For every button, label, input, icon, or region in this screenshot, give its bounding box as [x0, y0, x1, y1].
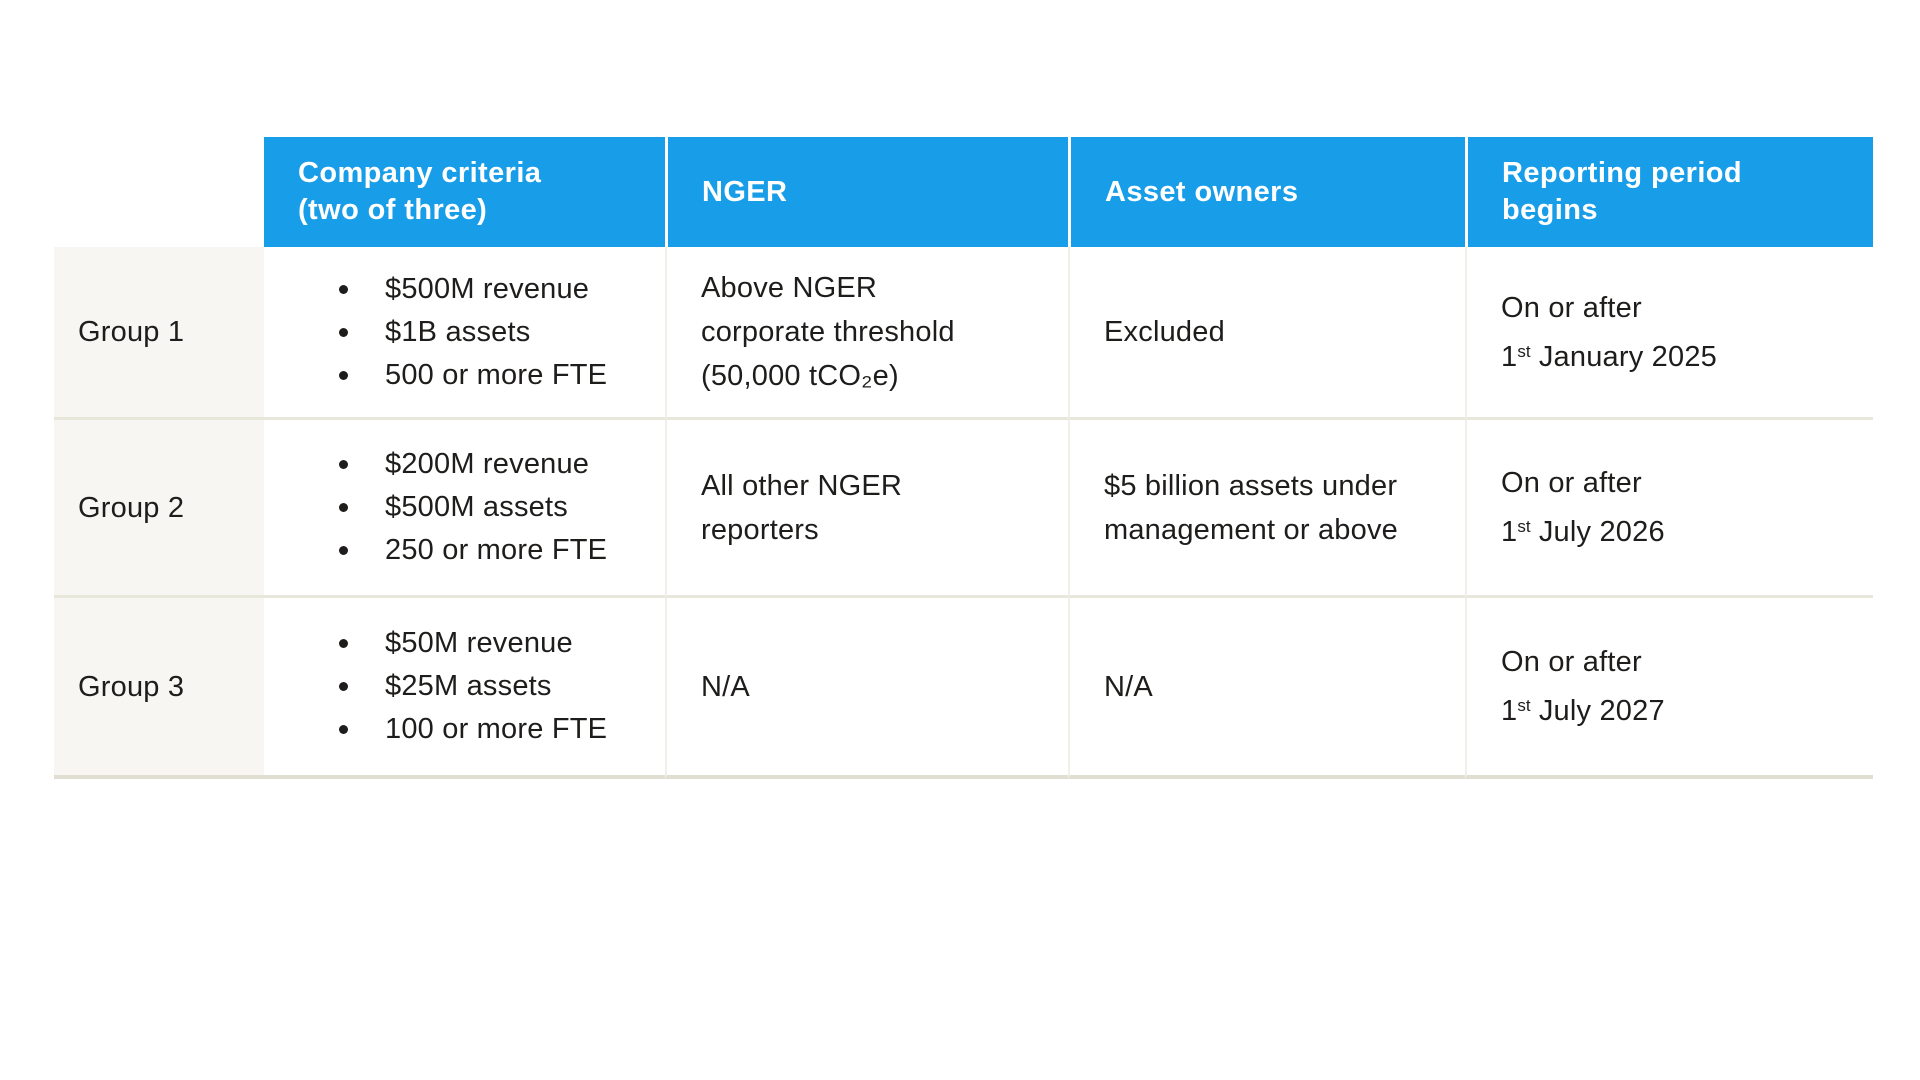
nger-text-line: All other NGER	[701, 469, 903, 502]
bullet-item: $500M assets	[339, 486, 645, 529]
bullet-item: $200M revenue	[339, 443, 645, 486]
group-1-asset-owners-cell	[1068, 247, 1465, 420]
asset-owners-text-line: $5 billion assets under	[1104, 469, 1398, 502]
asset-owners-text-line: N/A	[1104, 670, 1153, 703]
group-3-criteria-list	[339, 622, 645, 751]
group-1-label: Group 1	[78, 316, 185, 348]
group-2-criteria-list	[339, 443, 645, 572]
bullet-item: 500 or more FTE	[339, 354, 645, 397]
group-3-reporting-cell	[1465, 598, 1873, 779]
row-label-group-3	[54, 598, 264, 779]
reporting-text-line2	[1501, 330, 1853, 379]
bullet-item: $500M revenue	[339, 268, 645, 311]
reporting-date: July 2027	[1530, 695, 1665, 727]
reporting-groups-table	[54, 137, 1873, 779]
group-2-reporting-cell	[1465, 420, 1873, 598]
reporting-text-line2	[1501, 505, 1853, 554]
header-reporting-line1: Reporting period	[1502, 157, 1742, 189]
header-company-criteria-line2: (two of three)	[298, 194, 488, 226]
group-3-asset-owners-cell	[1068, 598, 1465, 779]
nger-text-line: (50,000 tCO₂e)	[701, 360, 899, 392]
reporting-text-line1: On or after	[1501, 646, 1642, 678]
header-cell-company-criteria	[264, 137, 665, 247]
reporting-ordinal: st	[1517, 696, 1531, 715]
group-1-criteria-cell	[264, 247, 665, 420]
header-company-criteria-line1: Company criteria	[298, 157, 542, 189]
header-cell-empty	[54, 137, 264, 247]
header-nger-label: NGER	[702, 175, 788, 208]
header-asset-owners-label: Asset owners	[1105, 175, 1299, 208]
bullet-item: $50M revenue	[339, 622, 645, 665]
header-cell-asset-owners	[1068, 137, 1465, 247]
header-reporting-line2: begins	[1502, 194, 1598, 226]
group-3-criteria-cell	[264, 598, 665, 779]
bullet-item: 100 or more FTE	[339, 708, 645, 751]
group-1-reporting-cell	[1465, 247, 1873, 420]
group-2-label: Group 2	[78, 491, 185, 524]
nger-text-line: Above NGER	[701, 272, 878, 304]
row-label-group-2	[54, 420, 264, 598]
reporting-date: July 2026	[1530, 516, 1665, 548]
reporting-text-line1: On or after	[1501, 467, 1642, 499]
reporting-day: 1	[1501, 340, 1518, 373]
header-cell-reporting-period	[1465, 137, 1873, 247]
nger-text-line: reporters	[701, 513, 819, 546]
group-2-asset-owners-cell	[1068, 420, 1465, 598]
header-cell-nger	[665, 137, 1068, 247]
bullet-item: $25M assets	[339, 665, 645, 708]
group-1-criteria-list	[339, 268, 645, 397]
reporting-day: 1	[1501, 695, 1518, 727]
row-label-group-1	[54, 247, 264, 420]
group-2-nger-cell	[665, 420, 1068, 598]
reporting-text-line2	[1501, 684, 1853, 733]
reporting-text-line1: On or after	[1501, 291, 1642, 324]
reporting-date: January 2025	[1530, 340, 1717, 373]
nger-text-line: corporate threshold	[701, 316, 955, 348]
bullet-item: 250 or more FTE	[339, 529, 645, 572]
asset-owners-text-line: management or above	[1104, 513, 1398, 546]
nger-text-line: N/A	[701, 670, 750, 703]
group-1-nger-cell	[665, 247, 1068, 420]
group-2-criteria-cell	[264, 420, 665, 598]
reporting-ordinal: st	[1517, 341, 1531, 361]
reporting-ordinal: st	[1517, 517, 1531, 536]
asset-owners-text-line: Excluded	[1104, 316, 1225, 348]
bullet-item: $1B assets	[339, 311, 645, 354]
group-3-nger-cell	[665, 598, 1068, 779]
reporting-day: 1	[1501, 516, 1518, 548]
group-3-label: Group 3	[78, 670, 185, 703]
